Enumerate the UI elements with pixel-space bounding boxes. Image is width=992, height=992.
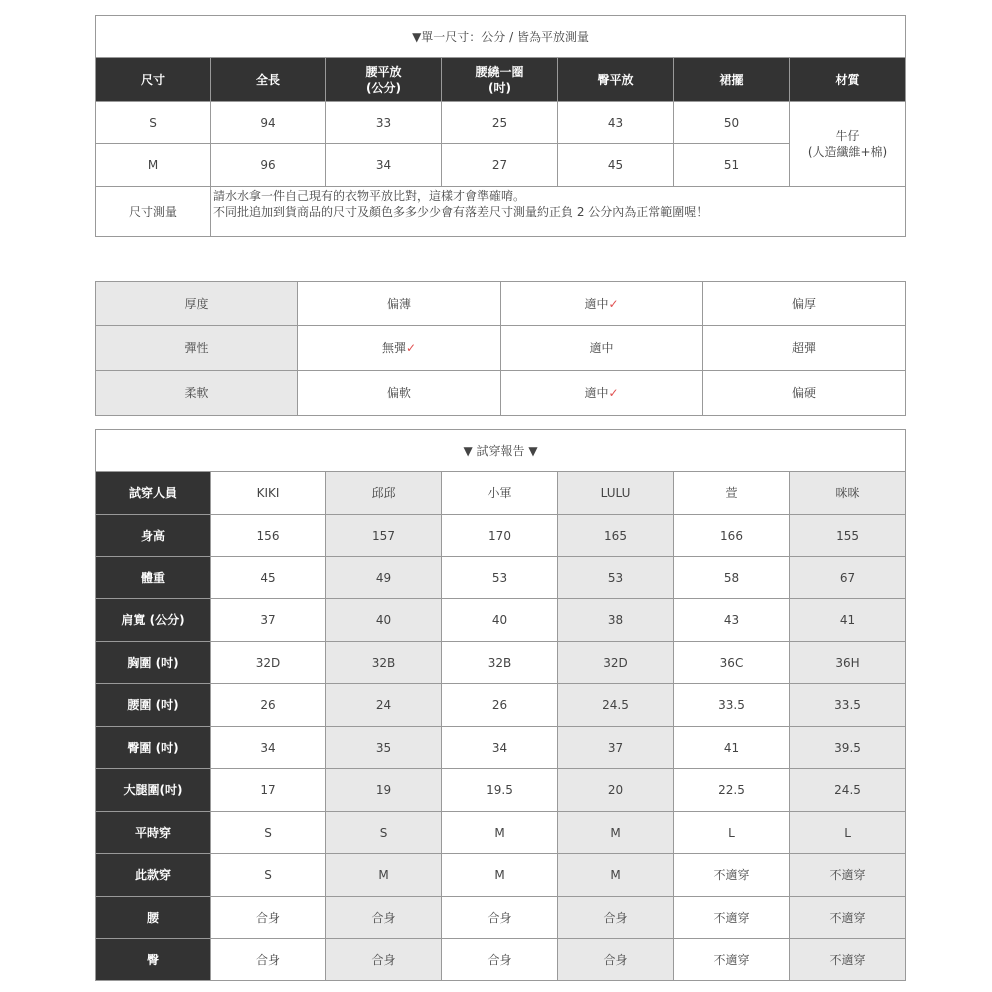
fit-value: 36C <box>674 642 790 684</box>
fit-value: 不適穿 <box>790 854 906 897</box>
fit-value: 32D <box>211 642 326 684</box>
fit-value: 合身 <box>326 939 442 981</box>
fit-row-label: 身高 <box>96 515 211 557</box>
size-cell: 34 <box>326 144 442 187</box>
feel-option-text: 適中 <box>584 386 609 400</box>
fit-row <box>96 854 906 897</box>
fit-value: 170 <box>442 515 558 557</box>
feel-option <box>501 371 703 416</box>
feel-option-text: 偏軟 <box>386 386 411 400</box>
fit-row-label: 體重 <box>96 557 211 599</box>
fit-value: 不適穿 <box>790 897 906 939</box>
fit-value: 41 <box>790 599 906 642</box>
fit-value: 38 <box>558 599 674 642</box>
fit-value: 67 <box>790 557 906 599</box>
size-cell: 27 <box>442 144 558 187</box>
feel-option-text: 偏硬 <box>791 386 816 400</box>
feel-option <box>703 371 906 416</box>
measure-label: 尺寸測量 <box>96 187 211 237</box>
fit-report-title: ▼ 試穿報告 ▼ <box>96 430 906 472</box>
size-header: 腰繞一圈 (吋) <box>442 58 558 102</box>
fit-value: M <box>558 812 674 854</box>
person-name: KIKI <box>211 472 326 515</box>
fit-value: S <box>326 812 442 854</box>
fit-value: 24.5 <box>558 684 674 727</box>
fit-value: 20 <box>558 769 674 812</box>
fit-value: 49 <box>326 557 442 599</box>
fit-value: 37 <box>211 599 326 642</box>
person-name: 萱 <box>674 472 790 515</box>
size-cell: M <box>96 144 211 187</box>
fit-value: 32B <box>442 642 558 684</box>
fit-value: 40 <box>442 599 558 642</box>
size-row <box>96 144 906 187</box>
fit-value: 17 <box>211 769 326 812</box>
feel-label: 彈性 <box>96 326 298 371</box>
fit-value: 24 <box>326 684 442 727</box>
feel-option <box>298 371 501 416</box>
size-cell: 43 <box>558 102 674 144</box>
fit-value: 34 <box>211 727 326 769</box>
fit-value: 合身 <box>442 897 558 939</box>
fit-value: 不適穿 <box>674 897 790 939</box>
fit-value: 33.5 <box>790 684 906 727</box>
feel-row <box>96 326 906 371</box>
measure-note <box>211 187 906 237</box>
fit-value: 合身 <box>211 897 326 939</box>
fit-row-label: 肩寬 (公分) <box>96 599 211 642</box>
fabric-feel-table <box>95 281 906 416</box>
fit-value: 40 <box>326 599 442 642</box>
check-icon: ✓ <box>608 296 619 311</box>
fit-row <box>96 684 906 727</box>
fit-row-label: 腰圍 (吋) <box>96 684 211 727</box>
fit-row <box>96 812 906 854</box>
fit-value: 41 <box>674 727 790 769</box>
fit-value: 22.5 <box>674 769 790 812</box>
person-name: LULU <box>558 472 674 515</box>
fit-value: 合身 <box>211 939 326 981</box>
size-cell: 50 <box>674 102 790 144</box>
size-table <box>95 15 906 237</box>
fit-value: 不適穿 <box>674 854 790 897</box>
check-icon: ✓ <box>405 341 417 355</box>
size-header: 全長 <box>211 58 326 102</box>
size-cell: 25 <box>442 102 558 144</box>
fit-row-label: 腰 <box>96 897 211 939</box>
size-header: 臀平放 <box>558 58 674 102</box>
person-name: 小軍 <box>442 472 558 515</box>
fit-value: 37 <box>558 727 674 769</box>
fit-value: 166 <box>674 515 790 557</box>
fit-header-row <box>96 472 906 515</box>
fit-row <box>96 897 906 939</box>
feel-option <box>703 282 906 326</box>
feel-option <box>298 282 501 326</box>
size-table-title: ▼單一尺寸：公分 / 皆為平放測量 <box>96 16 906 58</box>
material-cell: 牛仔 (人造纖維+棉) <box>790 102 906 187</box>
feel-option-text: 適中 <box>589 341 614 355</box>
size-cell: 33 <box>326 102 442 144</box>
size-cell: 51 <box>674 144 790 187</box>
fit-value: S <box>211 812 326 854</box>
feel-option <box>298 326 501 371</box>
fit-value: 58 <box>674 557 790 599</box>
feel-option <box>501 326 703 371</box>
feel-option <box>703 326 906 371</box>
feel-label: 厚度 <box>96 282 298 326</box>
fit-value: 43 <box>674 599 790 642</box>
fit-value: 不適穿 <box>790 939 906 981</box>
feel-option <box>501 282 703 326</box>
fit-value: 36H <box>790 642 906 684</box>
fit-row <box>96 939 906 981</box>
fit-row <box>96 515 906 557</box>
fit-value: L <box>674 812 790 854</box>
fit-value: 合身 <box>326 897 442 939</box>
feel-row <box>96 282 906 326</box>
fit-row <box>96 769 906 812</box>
fit-value: 26 <box>211 684 326 727</box>
fit-value: L <box>790 812 906 854</box>
feel-option-text: 偏厚 <box>791 296 816 311</box>
fit-value: M <box>442 812 558 854</box>
fit-value: 19 <box>326 769 442 812</box>
fit-header-label: 試穿人員 <box>96 472 211 515</box>
fit-value: 39.5 <box>790 727 906 769</box>
feel-option-text: 適中 <box>584 296 609 311</box>
fit-row-label: 臀 <box>96 939 211 981</box>
fit-value: 不適穿 <box>674 939 790 981</box>
size-row <box>96 102 906 144</box>
fit-value: 53 <box>442 557 558 599</box>
fit-value: 33.5 <box>674 684 790 727</box>
fit-value: 155 <box>790 515 906 557</box>
fit-value: 19.5 <box>442 769 558 812</box>
fit-row-label: 此款穿 <box>96 854 211 897</box>
fit-row <box>96 642 906 684</box>
fit-value: 24.5 <box>790 769 906 812</box>
fit-value: 35 <box>326 727 442 769</box>
person-name: 邱邱 <box>326 472 442 515</box>
fit-value: 合身 <box>442 939 558 981</box>
size-cell: 45 <box>558 144 674 187</box>
fit-value: 157 <box>326 515 442 557</box>
size-header: 裙擺 <box>674 58 790 102</box>
fit-row-label: 胸圍 (吋) <box>96 642 211 684</box>
fit-value: 165 <box>558 515 674 557</box>
size-header: 尺寸 <box>96 58 211 102</box>
fit-row <box>96 557 906 599</box>
fit-value: 45 <box>211 557 326 599</box>
check-icon: ✓ <box>608 386 619 400</box>
fit-value: 53 <box>558 557 674 599</box>
fit-value: 32B <box>326 642 442 684</box>
size-cell: S <box>96 102 211 144</box>
feel-option-text: 偏薄 <box>386 296 411 311</box>
fit-row-label: 大腿圍(吋) <box>96 769 211 812</box>
fit-value: S <box>211 854 326 897</box>
fit-report-table <box>95 429 906 981</box>
feel-option-text: 超彈 <box>791 341 816 355</box>
fit-value: M <box>442 854 558 897</box>
size-header: 材質 <box>790 58 906 102</box>
fit-value: 32D <box>558 642 674 684</box>
feel-row <box>96 371 906 416</box>
fit-value: 合身 <box>558 939 674 981</box>
fit-row <box>96 599 906 642</box>
fit-value: M <box>326 854 442 897</box>
feel-label: 柔軟 <box>96 371 298 416</box>
fit-value: 合身 <box>558 897 674 939</box>
size-cell: 94 <box>211 102 326 144</box>
fit-row-label: 臀圍 (吋) <box>96 727 211 769</box>
fit-row <box>96 727 906 769</box>
feel-option-text: 無彈 <box>381 341 406 355</box>
size-header: 腰平放 (公分) <box>326 58 442 102</box>
fit-value: 26 <box>442 684 558 727</box>
fit-value: M <box>558 854 674 897</box>
fit-row-label: 平時穿 <box>96 812 211 854</box>
measure-note-line: 請水水拿一件自己現有的衣物平放比對，這樣才會準確唷。 <box>213 189 526 203</box>
person-name: 咪咪 <box>790 472 906 515</box>
size-cell: 96 <box>211 144 326 187</box>
measure-note-line: 不同批追加到貨商品的尺寸及顏色多多少少會有落差尺寸測量約正負 2 公分內為正常範圍喔！ <box>213 205 709 219</box>
fit-value: 34 <box>442 727 558 769</box>
fit-value: 156 <box>211 515 326 557</box>
